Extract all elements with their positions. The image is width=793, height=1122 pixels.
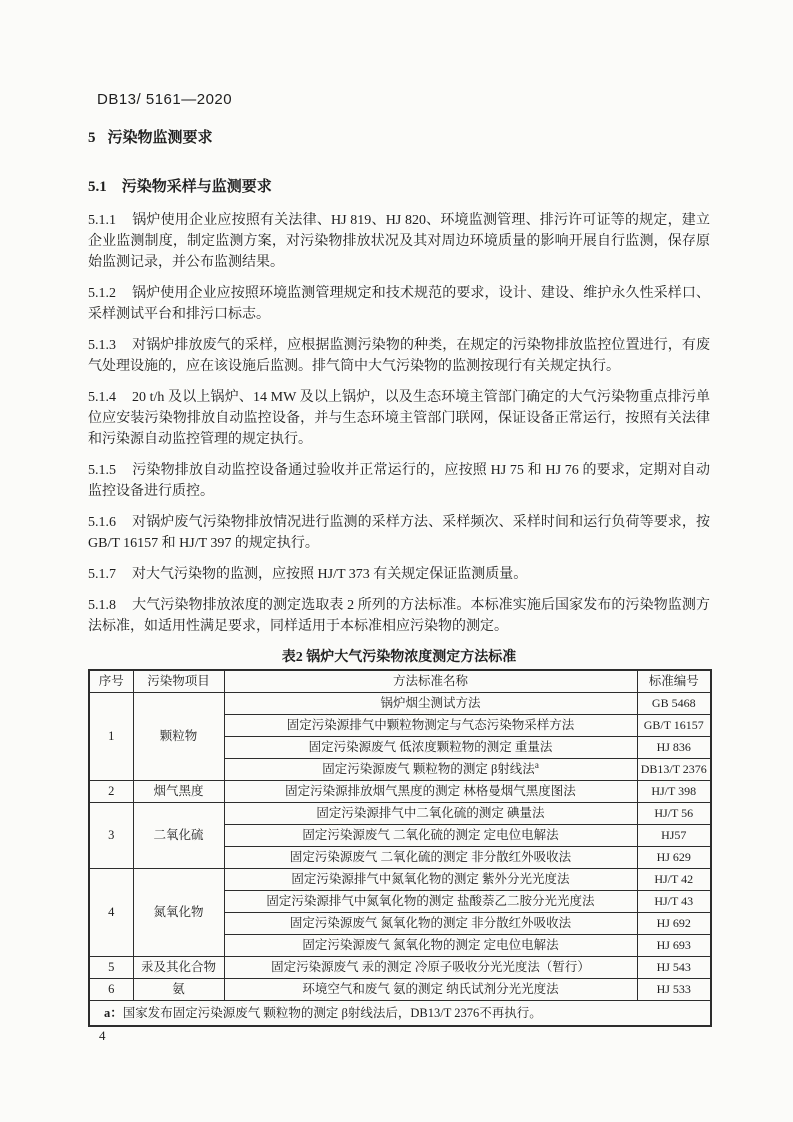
table-footnote xyxy=(89,1001,711,1027)
cell-method-name: 固定污染源排气中二氧化硫的测定 碘量法 xyxy=(224,803,637,825)
subsection-title: 污染物采样与监测要求 xyxy=(121,179,272,195)
cell-pollutant: 二氧化硫 xyxy=(133,803,224,869)
clause-number: 5.1.3 xyxy=(88,338,116,353)
cell-standard-code: HJ/T 43 xyxy=(637,891,711,913)
clause-5-1-2 xyxy=(88,283,710,325)
clause-number: 5.1.7 xyxy=(88,567,116,582)
table-row xyxy=(89,693,711,715)
subsection-number: 5.1 xyxy=(88,179,107,195)
clause-5-1-8 xyxy=(88,595,710,637)
cell-method-name: 锅炉烟尘测试方法 xyxy=(224,693,637,715)
table-row xyxy=(89,979,711,1001)
cell-method-name: 固定污染源废气 低浓度颗粒物的测定 重量法 xyxy=(224,737,637,759)
cell-standard-code: HJ 543 xyxy=(637,957,711,979)
cell-pollutant: 烟气黑度 xyxy=(133,781,224,803)
footnote-label: a： xyxy=(104,1005,123,1020)
cell-standard-code: HJ 533 xyxy=(637,979,711,1001)
cell-standard-code: HJ 693 xyxy=(637,935,711,957)
cell-standard-code: HJ/T 42 xyxy=(637,869,711,891)
section-title: 污染物监测要求 xyxy=(107,130,213,146)
cell-method-name: 固定污染源废气 氮氧化物的测定 定电位电解法 xyxy=(224,935,637,957)
clause-5-1-1 xyxy=(88,210,710,273)
cell-standard-code: GB/T 16157 xyxy=(637,715,711,737)
cell-group-num: 1 xyxy=(89,693,133,781)
subsection-heading xyxy=(88,177,710,198)
table-row xyxy=(89,957,711,979)
header-cell-index: 序号 xyxy=(89,670,133,693)
cell-method-name: 固定污染源废气 二氧化硫的测定 非分散红外吸收法 xyxy=(224,847,637,869)
header-cell-code: 标准编号 xyxy=(637,670,711,693)
cell-group-num: 6 xyxy=(89,979,133,1001)
clause-5-1-6 xyxy=(88,512,710,554)
cell-standard-code: HJ/T 56 xyxy=(637,803,711,825)
cell-standard-code: HJ57 xyxy=(637,825,711,847)
cell-group-num: 2 xyxy=(89,781,133,803)
cell-group-num: 5 xyxy=(89,957,133,979)
clause-text: 锅炉使用企业应按照环境监测管理规定和技术规范的要求，设计、建设、维护永久性采样口、采样测试平台和排污口标志。 xyxy=(88,286,710,322)
footnote-marker: a xyxy=(534,759,539,770)
standard-code: DB13/ 5161—2020 xyxy=(97,91,233,108)
cell-method-name: 固定污染源废气 汞的测定 冷原子吸收分光光度法（暂行） xyxy=(224,957,637,979)
cell-standard-code: HJ/T 398 xyxy=(637,781,711,803)
cell-group-num: 4 xyxy=(89,869,133,957)
clause-5-1-3 xyxy=(88,335,710,377)
cell-pollutant: 颗粒物 xyxy=(133,693,224,781)
clause-number: 5.1.1 xyxy=(88,213,116,228)
cell-method-name: 环境空气和废气 氨的测定 纳氏试剂分光光度法 xyxy=(224,979,637,1001)
clause-text: 对大气污染物的监测，应按照 HJ/T 373 有关规定保证监测质量。 xyxy=(132,567,528,582)
cell-method-name: 固定污染源排气中氮氧化物的测定 紫外分光光度法 xyxy=(224,869,637,891)
table-row xyxy=(89,803,711,825)
table-footnote-row xyxy=(89,1001,711,1027)
clause-number: 5.1.2 xyxy=(88,286,116,301)
table-caption: 表2 锅炉大气污染物浓度测定方法标准 xyxy=(281,650,517,665)
cell-method-name: 固定污染源排气中氮氧化物的测定 盐酸萘乙二胺分光光度法 xyxy=(224,891,637,913)
cell-method-name: 固定污染源排放烟气黑度的测定 林格曼烟气黑度图法 xyxy=(224,781,637,803)
cell-standard-code: HJ 692 xyxy=(637,913,711,935)
cell-standard-code: HJ 629 xyxy=(637,847,711,869)
clause-text: 对锅炉排放废气的采样，应根据监测污染物的种类，在规定的污染物排放监控位置进行，有废气处理设施的，应在该设施后监测。排气筒中大气污染物的监测按现行有关规定执行。 xyxy=(88,338,710,374)
method-name-text: 固定污染源废气 颗粒物的测定 β射线法 xyxy=(322,762,535,776)
clause-5-1-4 xyxy=(88,387,710,450)
cell-method-name: 固定污染源排气中颗粒物测定与气态污染物采样方法 xyxy=(224,715,637,737)
clause-text: 锅炉使用企业应按照有关法律、HJ 819、HJ 820、环境监测管理、排污许可证等的规定，建立企业监测制度，制定监测方案，对污染物排放状况及其对周边环境质量的影响开展自行监测，保存原始监测记录，并公布监测结果。 xyxy=(88,213,710,270)
clause-number: 5.1.4 xyxy=(88,390,116,405)
clause-5-1-7 xyxy=(88,564,710,585)
cell-method-name xyxy=(224,759,637,781)
cell-method-name: 固定污染源废气 二氧化硫的测定 定电位电解法 xyxy=(224,825,637,847)
cell-pollutant: 氮氧化物 xyxy=(133,869,224,957)
clause-5-1-5 xyxy=(88,460,710,502)
cell-method-name: 固定污染源废气 氮氧化物的测定 非分散红外吸收法 xyxy=(224,913,637,935)
cell-pollutant: 氨 xyxy=(133,979,224,1001)
header-cell-pollutant: 污染物项目 xyxy=(133,670,224,693)
clause-text: 20 t/h 及以上锅炉、14 MW 及以上锅炉，以及生态环境主管部门确定的大气污染物重点排污单位应安装污染物排放自动监控设备，并与生态环境主管部门联网，保证设备正常运行，按照有关法律和污染源自动监控管理的规定执行。 xyxy=(88,390,710,447)
clause-text: 对锅炉废气污染物排放情况进行监测的采样方法、采样频次、采样时间和运行负荷等要求，按 GB/T 16157 和 HJ/T 397 的规定执行。 xyxy=(88,515,710,551)
clause-number: 5.1.5 xyxy=(88,463,116,478)
clause-number: 5.1.6 xyxy=(88,515,116,530)
table-header-row xyxy=(89,670,711,693)
header-cell-method: 方法标准名称 xyxy=(224,670,637,693)
clause-text: 污染物排放自动监控设备通过验收并正常运行的，应按照 HJ 75 和 HJ 76 的要求，定期对自动监控设备进行质控。 xyxy=(88,463,710,499)
methods-table xyxy=(88,669,712,1027)
section-heading xyxy=(88,128,710,149)
clause-text: 大气污染物排放浓度的测定选取表 2 所列的方法标准。本标准实施后国家发布的污染物监测方法标准，如适用性满足要求，同样适用于本标准相应污染物的测定。 xyxy=(88,598,710,634)
table-row xyxy=(89,781,711,803)
table-row xyxy=(89,869,711,891)
cell-pollutant: 汞及其化合物 xyxy=(133,957,224,979)
section-number: 5 xyxy=(88,130,96,146)
cell-standard-code: GB 5468 xyxy=(637,693,711,715)
footnote-text: 国家发布固定污染源废气 颗粒物的测定 β射线法后，DB13/T 2376不再执行。 xyxy=(122,1005,542,1020)
clause-number: 5.1.8 xyxy=(88,598,116,613)
cell-standard-code: DB13/T 2376 xyxy=(637,759,711,781)
page-number: 4 xyxy=(99,1028,106,1043)
cell-group-num: 3 xyxy=(89,803,133,869)
cell-standard-code: HJ 836 xyxy=(637,737,711,759)
page-content xyxy=(88,89,710,1027)
